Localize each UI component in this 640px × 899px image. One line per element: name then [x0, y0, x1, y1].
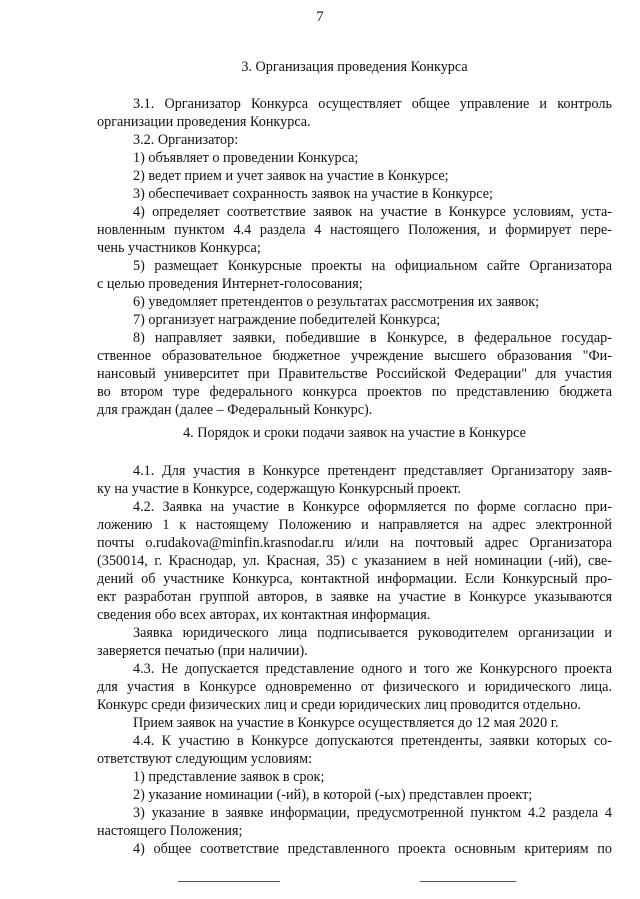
paragraph-4-1-line-2: ку на участие в Конкурсе, содержащую Конкурсный проект. [97, 481, 462, 497]
paragraph-deadline: Прием заявок на участие в Конкурсе осуществляется до 12 мая 2020 г. [133, 715, 559, 731]
paragraph-4-3-line-2: для участия в Конкурсе одновременно от физического и юридического лица. [97, 679, 612, 695]
paragraph-3-1-line-1: 3.1. Организатор Конкурса осуществляет общее управление и контроль [133, 96, 612, 112]
paragraph-4-2-line-4: (350014, г. Краснодар, ул. Красная, 35) с указанием в ней номинации (-ий), све- [97, 553, 612, 569]
list-item-3-2-5-line-1: 5) размещает Конкурсные проекты на официальном сайте Организатора [133, 258, 612, 274]
paragraph-3-1-line-2: организации проведения Конкурса. [97, 114, 311, 130]
paragraph-4-3-line-1: 4.3. Не допускается представление одного и того же Конкурсного проекта [133, 661, 612, 677]
scan-artifact-rule [178, 881, 280, 882]
paragraph-legal-entity-line-2: заверяется печатью (при наличии). [97, 643, 308, 659]
list-item-3-2-1: 1) объявляет о проведении Конкурса; [133, 150, 359, 166]
list-item-3-2-8-line-5: для граждан (далее – Федеральный Конкурс). [97, 402, 373, 418]
condition-item-2: 2) указание номинации (-ий), в которой (-ых) представлен проект; [133, 787, 533, 803]
list-item-3-2-4-line-1: 4) определяет соответствие заявок на участие в Конкурсе условиям, уста- [133, 204, 612, 220]
condition-item-3-line-2: настоящего Положения; [97, 823, 243, 839]
paragraph-4-2-line-3: почты o.rudakova@minfin.krasnodar.ru и/или на почтовый адрес Организатора [97, 535, 612, 551]
paragraph-4-2-line-1: 4.2. Заявка на участие в Конкурсе оформляется по форме согласно при- [133, 499, 612, 515]
paragraph-4-4-line-1: 4.4. К участию в Конкурсе допускаются претенденты, заявки которых со- [133, 733, 612, 749]
paragraph-4-4-line-2: ответствуют следующим условиям: [97, 751, 313, 767]
condition-item-3-line-1: 3) указание в заявке информации, предусмотренной пунктом 4.2 раздела 4 [133, 805, 612, 821]
list-item-3-2-8-line-2: ственное образовательное бюджетное учреждение высшего образования "Фи- [97, 348, 612, 364]
condition-item-4-line-1: 4) общее соответствие представленного проекта основным критериям по [133, 841, 612, 857]
paragraph-4-2-line-7: сведения обо всех авторах, их контактная информация. [97, 607, 431, 623]
paragraph-4-2-line-6: ект разработан группой авторов, в заявке на участие в Конкурсе указываются [97, 589, 612, 605]
page-number: 7 [316, 9, 324, 25]
paragraph-legal-entity-line-1: Заявка юридического лица подписывается руководителем организации и [133, 625, 612, 641]
list-item-3-2-7: 7) организует награждение победителей Конкурса; [133, 312, 441, 328]
paragraph-4-1-line-1: 4.1. Для участия в Конкурсе претендент представляет Организатору заяв- [133, 463, 612, 479]
list-item-3-2-8-line-3: нансовый университет при Правительстве Российской Федерации" для участия [97, 366, 612, 382]
paragraph-4-3-line-3: Конкурс среди физических лиц и среди юридических лиц проводится отдельно. [97, 697, 581, 713]
list-item-3-2-4-line-3: чень участников Конкурса; [97, 240, 261, 256]
list-item-3-2-3: 3) обеспечивает сохранность заявок на участие в Конкурсе; [133, 186, 493, 202]
paragraph-4-2-line-5: дений об участнике Конкурса, контактной информации. Если Конкурсный про- [97, 571, 612, 587]
list-item-3-2-2: 2) ведет прием и учет заявок на участие в Конкурсе; [133, 168, 449, 184]
paragraph-3-2: 3.2. Организатор: [133, 132, 239, 148]
paragraph-4-2-line-2: ложению 1 к настоящему Положению и направляется на адрес электронной [97, 517, 612, 533]
list-item-3-2-5-line-2: с целью проведения Интернет-голосования; [97, 276, 363, 292]
section-4-heading: 4. Порядок и сроки подачи заявок на участие в Конкурсе [183, 425, 526, 441]
list-item-3-2-8-line-4: во втором туре федерального конкурса проектов по представлению бюджета [97, 384, 612, 400]
condition-item-1: 1) представление заявок в срок; [133, 769, 325, 785]
list-item-3-2-8-line-1: 8) направляет заявки, победившие в Конкурсе, в федеральное государ- [133, 330, 612, 346]
section-3-heading: 3. Организация проведения Конкурса [241, 59, 468, 75]
list-item-3-2-6: 6) уведомляет претендентов о результатах рассмотрения их заявок; [133, 294, 540, 310]
list-item-3-2-4-line-2: новленным пунктом 4.4 раздела 4 настоящего Положения, и формирует пере- [97, 222, 612, 238]
scan-artifact-rule [420, 881, 516, 882]
